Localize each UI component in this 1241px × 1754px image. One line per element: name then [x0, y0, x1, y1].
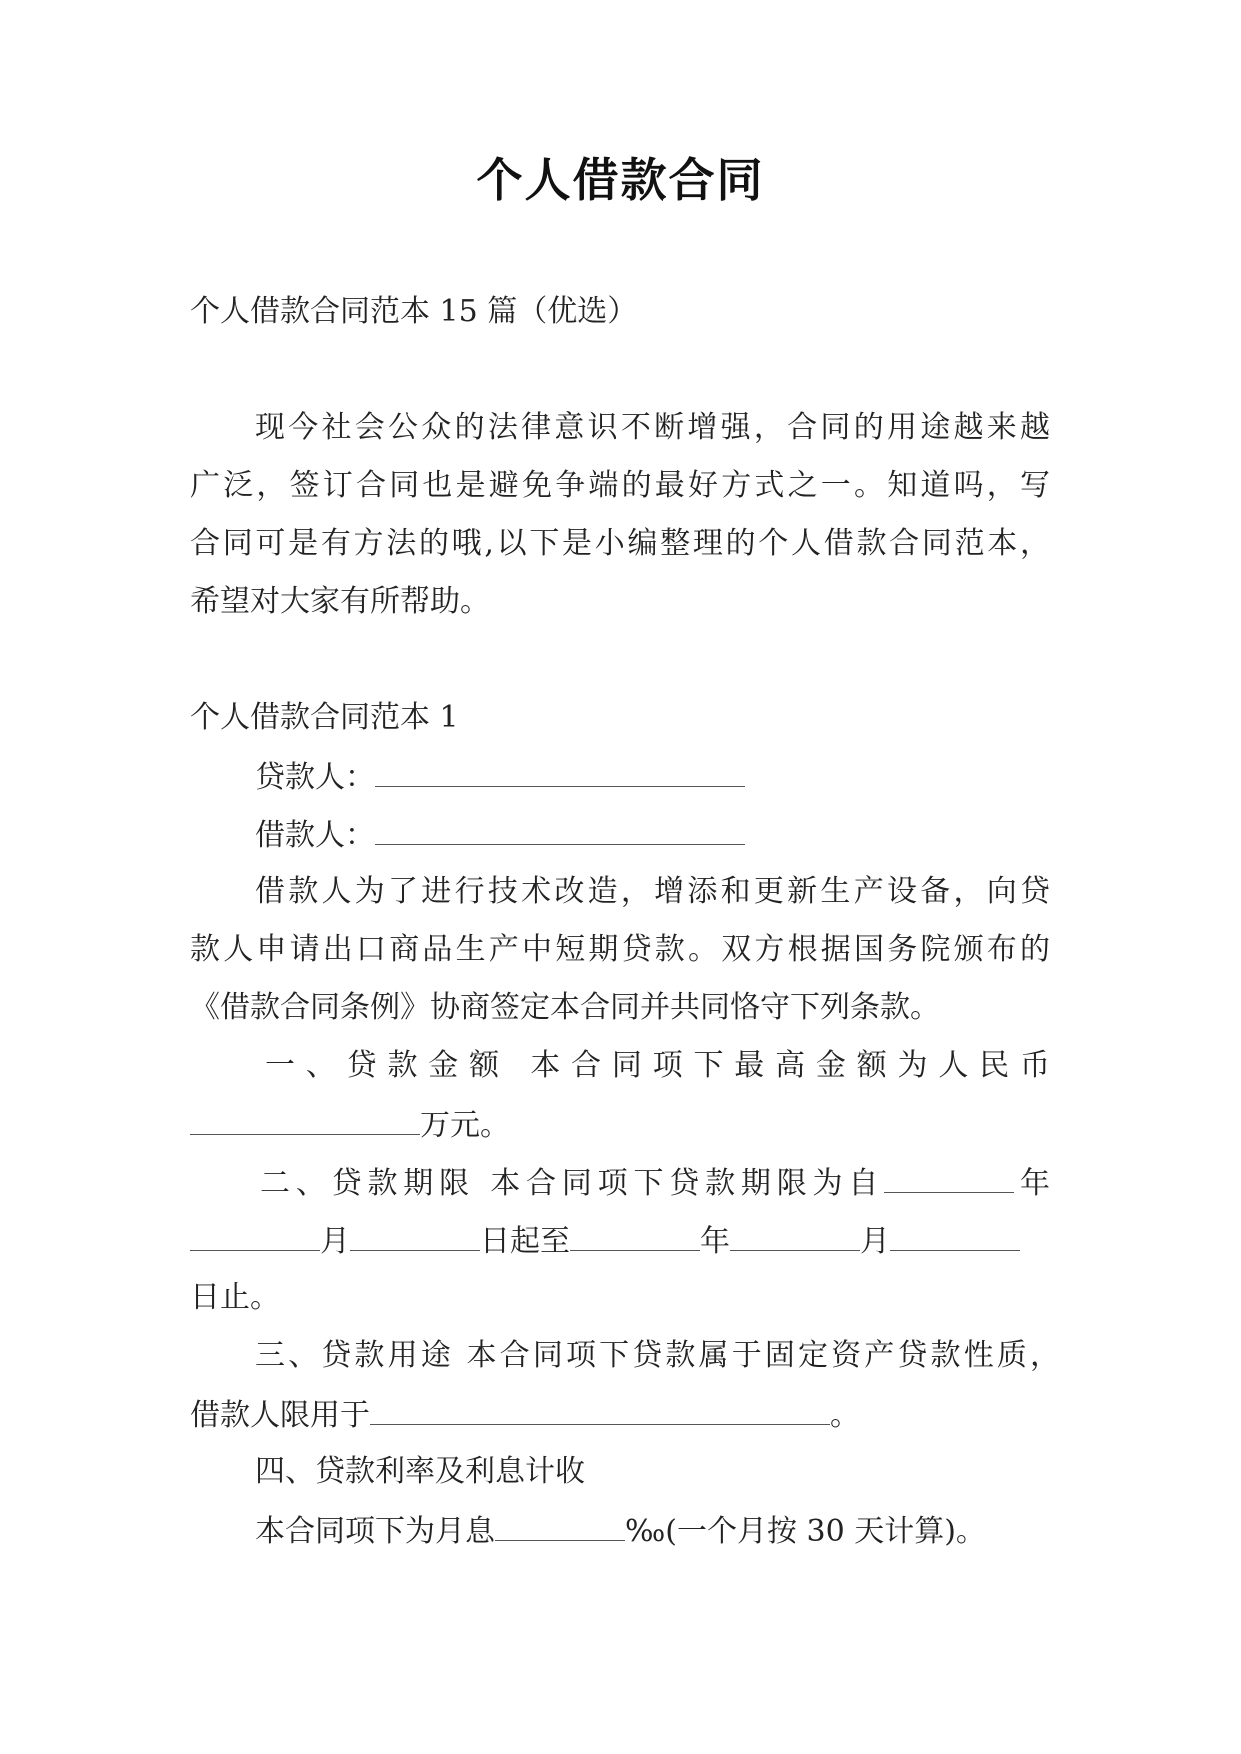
start-month-blank[interactable]: [190, 1220, 320, 1251]
clause4-rate-prefix: 本合同项下为月息: [255, 1514, 495, 1549]
clause1-line-2: [190, 1104, 510, 1146]
clause1-suffix: 万元。: [420, 1108, 510, 1143]
borrower-blank[interactable]: [375, 814, 745, 845]
clause2-text: 二、贷款期限 本合同项下贷款期限为自: [260, 1166, 885, 1201]
start-year-blank[interactable]: [884, 1162, 1014, 1193]
intro-line-2: 广泛，签订合同也是避免争端的最好方式之一。知道吗，写: [190, 468, 1050, 503]
lender-blank[interactable]: [375, 756, 745, 787]
clause2-from-label: 日起至: [480, 1224, 570, 1259]
intro-line-3: 合同可是有方法的哦,以下是小编整理的个人借款合同范本，: [190, 526, 1050, 561]
end-month-blank[interactable]: [730, 1220, 860, 1251]
clause2-month2-label: 月: [860, 1224, 890, 1259]
section-heading: 个人借款合同范本 1: [190, 700, 459, 735]
clause2-year2-label: 年: [700, 1224, 730, 1259]
clause3-line-2: [190, 1394, 860, 1436]
lender-label: 贷款人：: [255, 760, 375, 795]
para1-line-2: 款人申请出口商品生产中短期贷款。双方根据国务院颁布的: [190, 932, 1050, 967]
clause3-line-1: 三、贷款用途 本合同项下贷款属于固定资产贷款性质，: [255, 1338, 1060, 1373]
start-day-blank[interactable]: [350, 1220, 480, 1251]
purpose-blank[interactable]: [370, 1394, 830, 1425]
document-subtitle: 个人借款合同范本 15 篇（优选）: [190, 294, 638, 329]
clause2-year-label: 年: [1014, 1166, 1051, 1201]
clause2-line-2: [190, 1220, 1020, 1262]
end-day-blank[interactable]: [890, 1220, 1020, 1251]
clause4-heading: 四、贷款利率及利息计收: [255, 1454, 585, 1489]
end-year-blank[interactable]: [570, 1220, 700, 1251]
borrower-row: [255, 814, 745, 856]
clause4-rate-line: [255, 1510, 986, 1552]
clause1-line-1: 一、贷款金额 本合同项下最高金额为人民币: [265, 1048, 1050, 1083]
interest-rate-blank[interactable]: [495, 1510, 625, 1541]
borrower-label: 借款人：: [255, 818, 375, 853]
document-title: 个人借款合同: [476, 153, 765, 207]
intro-line-1: 现今社会公众的法律意识不断增强，合同的用途越来越: [255, 410, 1050, 445]
amount-blank[interactable]: [190, 1104, 420, 1135]
clause3-prefix: 借款人限用于: [190, 1398, 370, 1433]
para1-line-3: 《借款合同条例》协商签定本合同并共同恪守下列条款。: [190, 990, 940, 1025]
clause2-line-3: 日止。: [190, 1280, 280, 1315]
clause2-line-1: [260, 1162, 1050, 1204]
lender-row: [255, 756, 745, 798]
clause3-suffix: 。: [830, 1398, 860, 1433]
clause2-month-label: 月: [320, 1224, 350, 1259]
clause4-rate-suffix: ‰(一个月按 30 天计算)。: [625, 1514, 986, 1549]
para1-line-1: 借款人为了进行技术改造，增添和更新生产设备，向贷: [255, 874, 1050, 909]
intro-line-4: 希望对大家有所帮助。: [190, 584, 490, 619]
